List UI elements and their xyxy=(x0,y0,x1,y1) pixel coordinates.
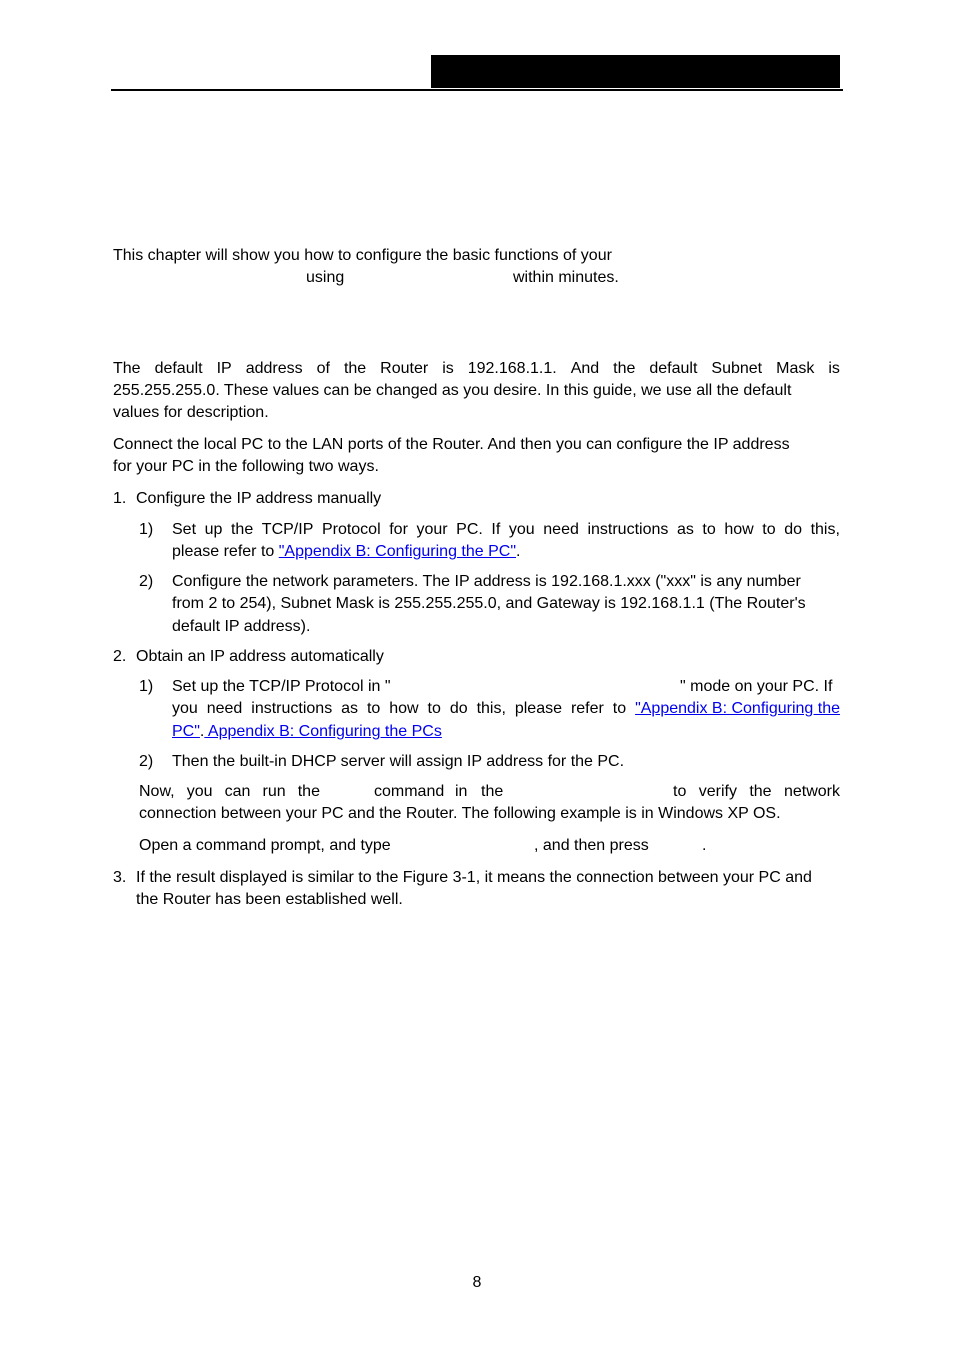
appendix-b-pcs-link[interactable]: Appendix B: Configuring the PCs xyxy=(204,723,442,740)
word: the xyxy=(749,783,772,800)
word: need xyxy=(543,521,579,538)
now-line-1a xyxy=(139,781,320,803)
intro-minutes: within minutes. xyxy=(513,269,619,286)
list-item-1-sub-1-number: 1) xyxy=(139,521,154,538)
word: this, xyxy=(810,521,840,538)
list-item-1-sub-2-line-3: default IP address). xyxy=(172,618,311,635)
word: 192.168.1.1. xyxy=(467,360,557,377)
para2-line-2: for your PC in the following two ways. xyxy=(113,458,379,475)
open-prompt-c: . xyxy=(702,837,707,854)
appendix-b-link-2b[interactable]: PC" xyxy=(172,723,200,740)
refer-prefix: please refer to xyxy=(172,543,279,560)
list-item-1-sub-2-line-2: from 2 to 254), Subnet Mask is 255.255.255.0, and Gateway is 192.168.1.1 (The Router's xyxy=(172,595,806,612)
word: run xyxy=(262,783,286,800)
list-item-2-sub-1-line-1b: " mode on your PC. If xyxy=(680,678,833,695)
word: to xyxy=(673,783,687,800)
appendix-b-link[interactable]: "Appendix B: Configuring the PC" xyxy=(278,543,517,560)
word: the xyxy=(613,360,636,377)
now-in: in xyxy=(455,783,468,800)
list-item-2-sub-1-line-1a: Set up the TCP/IP Protocol in " xyxy=(172,678,391,695)
word: do xyxy=(449,700,468,717)
intro-line-1: This chapter will show you how to configure the basic functions of your xyxy=(113,247,612,264)
word: do xyxy=(784,521,802,538)
word: TCP/IP xyxy=(261,521,314,538)
word: to xyxy=(762,521,776,538)
word: your xyxy=(416,521,448,538)
word: you xyxy=(508,521,535,538)
word: the xyxy=(343,360,367,377)
word: PC. xyxy=(456,521,483,538)
para2-line-1: Connect the local PC to the LAN ports of the Router. And then you can configure the IP address xyxy=(113,436,790,453)
intro-using: using xyxy=(306,269,345,286)
open-prompt-b: , and then press xyxy=(534,837,649,854)
word: this, xyxy=(476,700,506,717)
word: for xyxy=(389,521,408,538)
list-item-1-sub-1-line-2 xyxy=(172,541,520,563)
list-item-2-sub-1-number: 1) xyxy=(139,678,154,695)
list-item-2-sub-1-line-3 xyxy=(172,721,442,743)
word: how xyxy=(724,521,754,538)
list-item-3-line-2: the Router has been established well. xyxy=(136,891,403,908)
para1-line-1 xyxy=(113,358,840,380)
word: refer xyxy=(570,700,604,717)
list-item-3-number: 3. xyxy=(113,869,127,886)
word: Protocol xyxy=(321,521,381,538)
word: as xyxy=(341,700,359,717)
word: you xyxy=(172,700,198,717)
now-line-2: connection between your PC and the Router. The following example is in Windows XP OS. xyxy=(139,805,781,822)
now-line-1b xyxy=(673,781,840,803)
word: If xyxy=(491,521,501,538)
word: of xyxy=(316,360,330,377)
refer-suffix: . xyxy=(516,543,521,560)
para1-line-3: values for description. xyxy=(113,404,269,421)
list-item-2-sub-2-text: Then the built-in DHCP server will assign IP address for the PC. xyxy=(172,753,625,770)
word: is xyxy=(442,360,454,377)
word: Mask xyxy=(776,360,815,377)
open-prompt-a: Open a command prompt, and type xyxy=(139,837,391,854)
word: Set xyxy=(172,521,197,538)
word: to xyxy=(427,700,441,717)
now-command: command xyxy=(374,783,445,800)
word: IP xyxy=(216,360,232,377)
list-item-1-sub-2-line-1: Configure the network parameters. The IP address is 192.168.1.xxx ("xxx" is any number xyxy=(172,573,801,590)
word: instructions xyxy=(587,521,669,538)
word: The xyxy=(113,360,141,377)
appendix-b-link-2a[interactable]: "Appendix B: Configuring the xyxy=(635,700,840,717)
list-item-3-line-1: If the result displayed is similar to the Figure 3-1, it means the connection between your PC and xyxy=(136,869,812,886)
word: can xyxy=(224,783,251,800)
word: instructions xyxy=(251,700,333,717)
word: you xyxy=(186,783,213,800)
list-item-1-sub-2-number: 2) xyxy=(139,573,154,590)
list-item-2-label: Obtain an IP address automatically xyxy=(136,648,384,665)
word: to xyxy=(702,521,716,538)
word: address xyxy=(245,360,303,377)
word: the xyxy=(230,521,254,538)
word: verify xyxy=(698,783,737,800)
word: default xyxy=(154,360,203,377)
page-number: 8 xyxy=(472,1274,482,1291)
word: please xyxy=(514,700,562,717)
word: to xyxy=(366,700,381,717)
word: Subnet xyxy=(711,360,763,377)
word: Router xyxy=(380,360,429,377)
word: default xyxy=(649,360,698,377)
word: how xyxy=(389,700,419,717)
word: network xyxy=(783,783,840,800)
list-item-2-sub-1-line-2 xyxy=(172,698,840,720)
list-item-2-number: 2. xyxy=(113,648,127,665)
header-bar xyxy=(431,55,840,88)
word: is xyxy=(828,360,840,377)
list-item-1-label: Configure the IP address manually xyxy=(136,490,382,507)
word: up xyxy=(204,521,223,538)
para1-line-2: 255.255.255.0. These values can be changed as you desire. In this guide, we use all the default xyxy=(113,382,792,399)
word: the xyxy=(297,783,320,800)
list-item-2-sub-2-number: 2) xyxy=(139,753,154,770)
now-the: the xyxy=(481,783,504,800)
word: Now, xyxy=(139,783,175,800)
links-separator: . xyxy=(199,723,205,740)
word: And xyxy=(570,360,600,377)
word: to xyxy=(612,700,627,717)
word: need xyxy=(206,700,243,717)
word: as xyxy=(676,521,694,538)
list-item-1-sub-1-line-1 xyxy=(172,519,840,541)
list-item-1-number: 1. xyxy=(113,490,127,507)
header-rule xyxy=(111,89,843,91)
